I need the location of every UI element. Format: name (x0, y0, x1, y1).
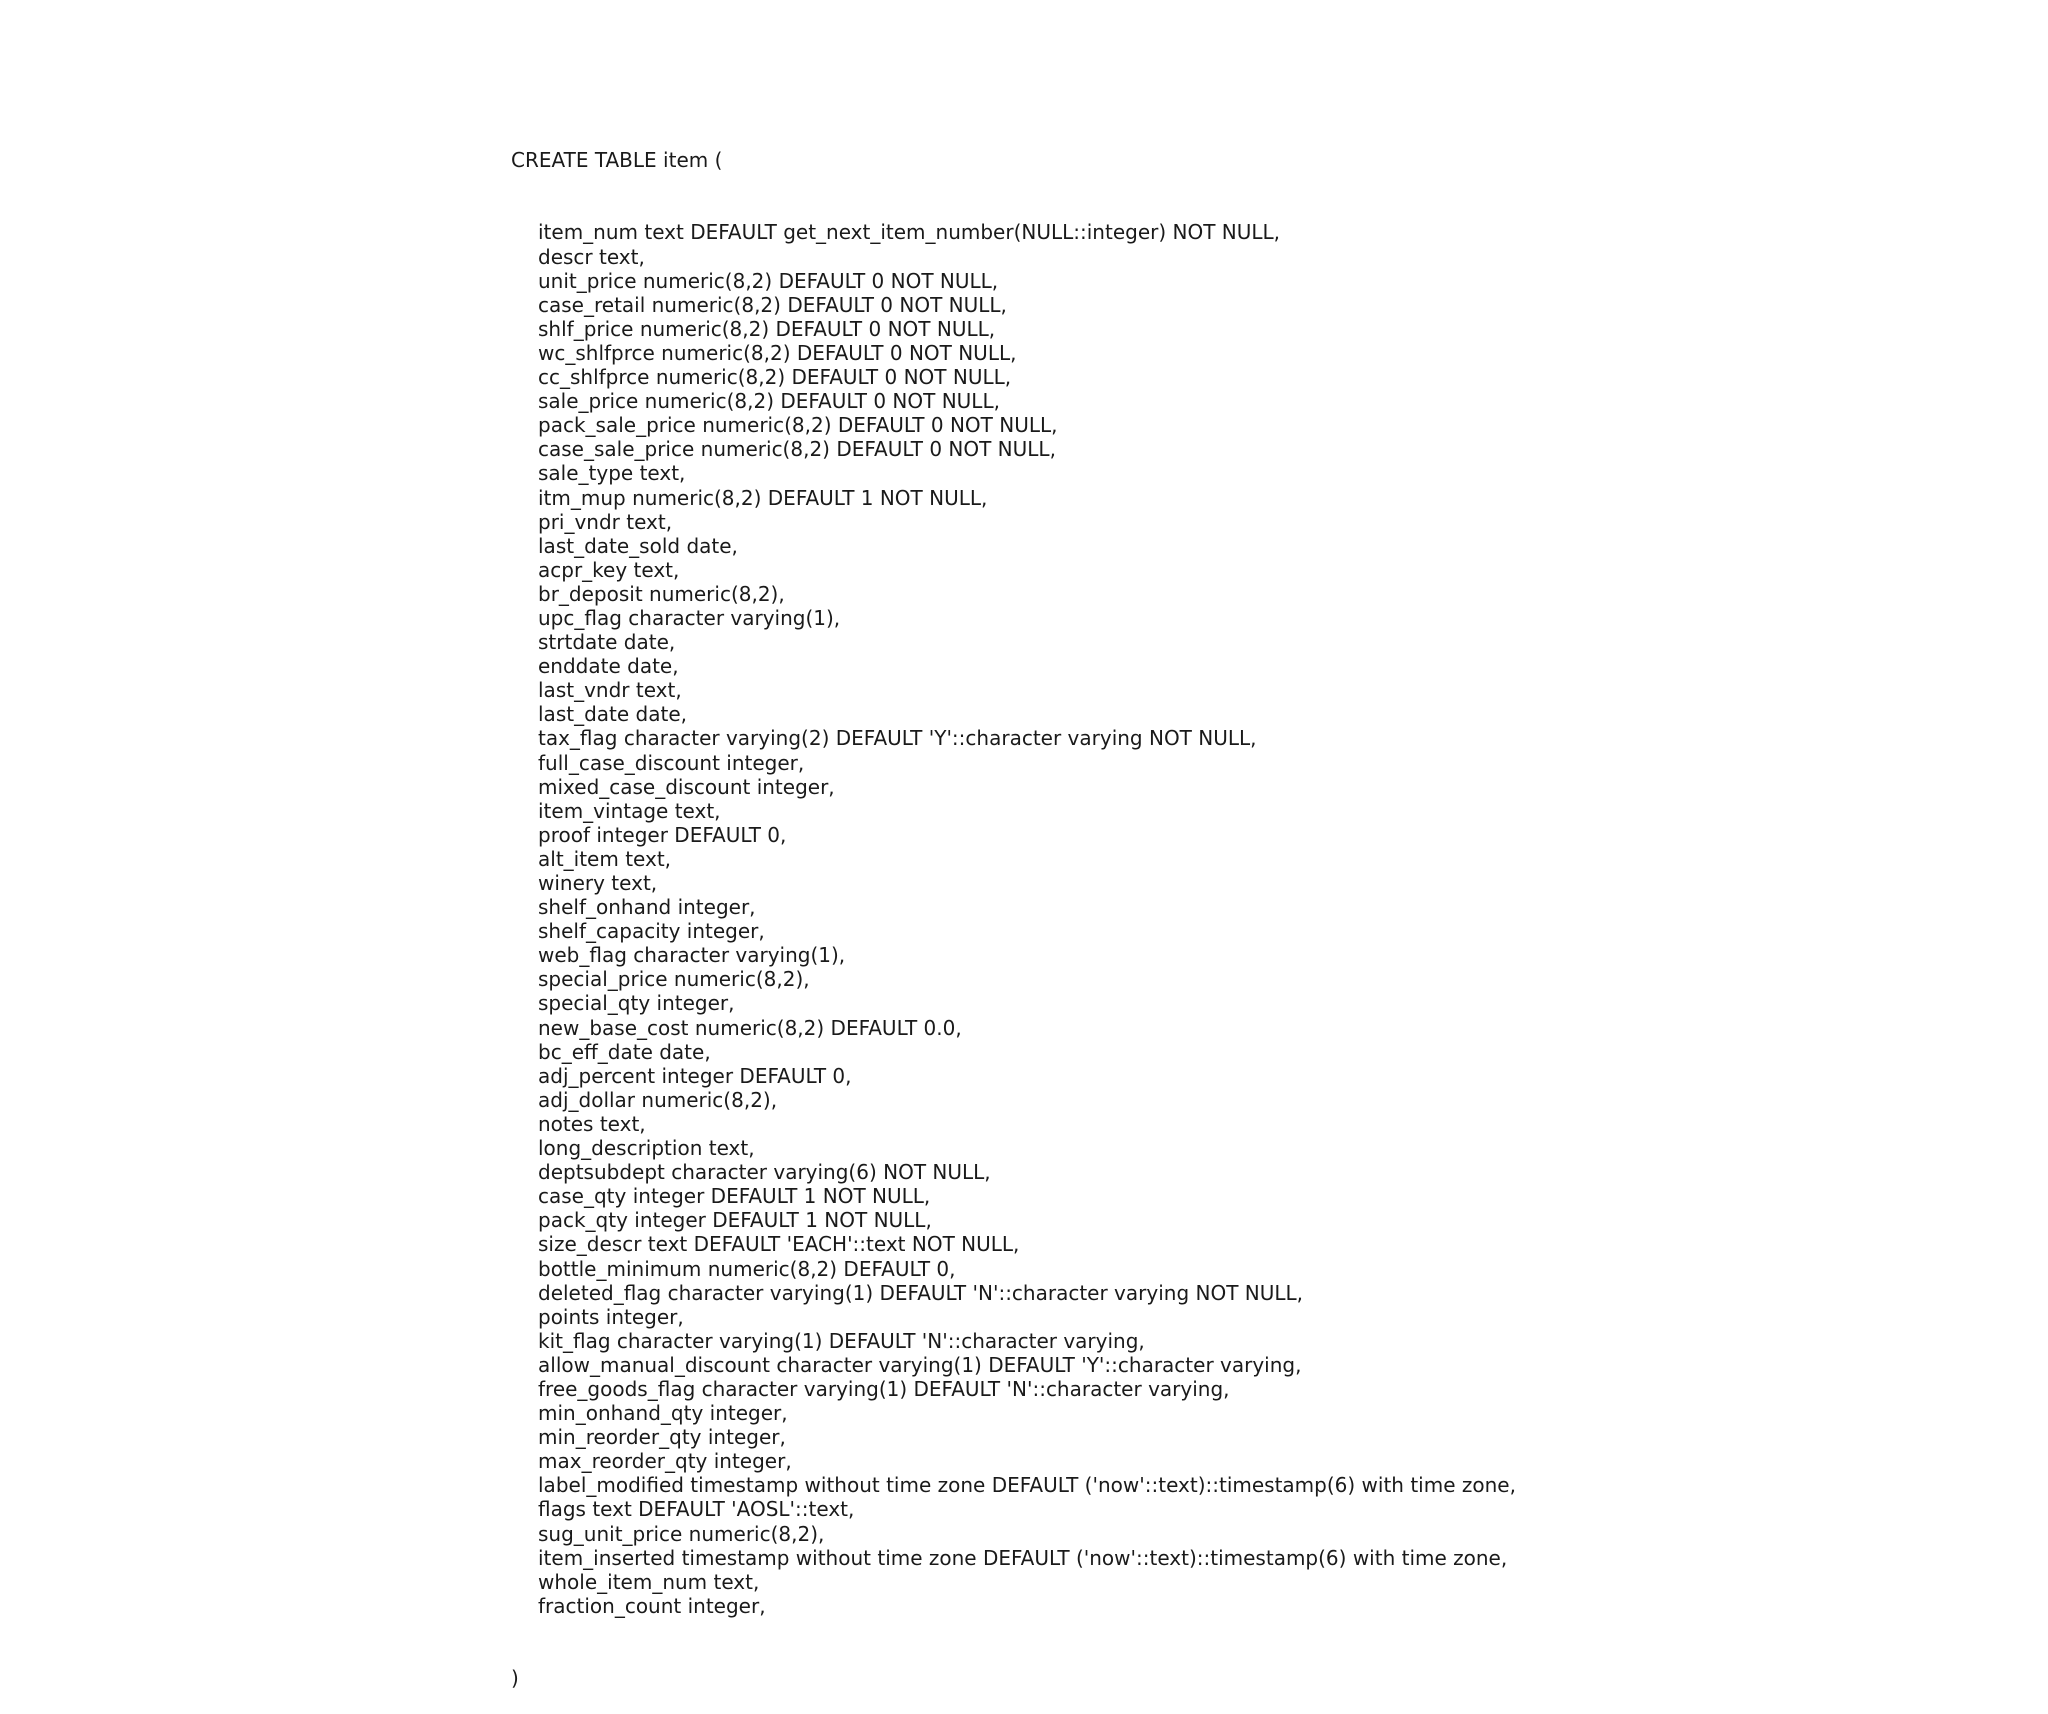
column-definition-line: last_date date, (538, 702, 687, 727)
column-definition-line: wc_shlfprce numeric(8,2) DEFAULT 0 NOT NULL, (538, 340, 1017, 365)
column-definition-line: sale_type text, (538, 461, 686, 486)
column-definition-line: pack_sale_price numeric(8,2) DEFAULT 0 NOT NULL, (538, 413, 1058, 438)
column-definitions (511, 220, 1516, 1617)
column-definition-line: new_base_cost numeric(8,2) DEFAULT 0.0, (538, 1015, 962, 1040)
column-definition-line: bc_eff_date date, (538, 1039, 711, 1064)
column-definition-line: deleted_flag character varying(1) DEFAULT 'N'::character varying NOT NULL, (538, 1280, 1304, 1305)
column-definition-line: cc_shlfprce numeric(8,2) DEFAULT 0 NOT NULL, (538, 365, 1012, 390)
column-definition-line: special_price numeric(8,2), (538, 967, 810, 992)
create-table-footer: ) (511, 1666, 519, 1691)
column-definition-line: flags text DEFAULT 'AOSL'::text, (538, 1497, 855, 1522)
column-definition-line: whole_item_num text, (538, 1569, 760, 1594)
column-definition-line: last_date_sold date, (538, 533, 738, 558)
column-definition-line: upc_flag character varying(1), (538, 605, 841, 630)
sql-create-table-document (511, 100, 1516, 1714)
column-definition-line: shlf_price numeric(8,2) DEFAULT 0 NOT NULL, (538, 316, 996, 341)
column-definition-line: bottle_minimum numeric(8,2) DEFAULT 0, (538, 1256, 956, 1281)
column-definition-line: min_reorder_qty integer, (538, 1425, 786, 1450)
column-definition-line: enddate date, (538, 654, 679, 679)
column-definition-line: acpr_key text, (538, 557, 680, 582)
column-definition-line: item_num text DEFAULT get_next_item_number(NULL::integer) NOT NULL, (538, 220, 1281, 245)
column-definition-line: label_modified timestamp without time zone DEFAULT ('now'::text)::timestamp(6) with time zone, (538, 1473, 1516, 1498)
column-definition-line: shelf_capacity integer, (538, 919, 765, 944)
column-definition-line: adj_percent integer DEFAULT 0, (538, 1063, 852, 1088)
column-definition-line: mixed_case_discount integer, (538, 774, 835, 799)
column-definition-line: adj_dollar numeric(8,2), (538, 1087, 778, 1112)
column-definition-line: size_descr text DEFAULT 'EACH'::text NOT NULL, (538, 1232, 1020, 1257)
column-definition-line: strtdate date, (538, 630, 676, 655)
column-definition-line: case_sale_price numeric(8,2) DEFAULT 0 NOT NULL, (538, 437, 1056, 462)
column-definition-line: itm_mup numeric(8,2) DEFAULT 1 NOT NULL, (538, 485, 988, 510)
column-definition-line: notes text, (538, 1111, 646, 1136)
column-definition-line: full_case_discount integer, (538, 750, 805, 775)
column-definition-line: br_deposit numeric(8,2), (538, 581, 785, 606)
column-definition-line: alt_item text, (538, 846, 672, 871)
column-definition-line: max_reorder_qty integer, (538, 1449, 792, 1474)
column-definition-line: kit_flag character varying(1) DEFAULT 'N'::character varying, (538, 1328, 1145, 1353)
column-definition-line: case_retail numeric(8,2) DEFAULT 0 NOT NULL, (538, 292, 1007, 317)
column-definition-line: descr text, (538, 244, 645, 269)
column-definition-line: item_inserted timestamp without time zone DEFAULT ('now'::text)::timestamp(6) with time zone, (538, 1545, 1508, 1570)
column-definition-line: tax_flag character varying(2) DEFAULT 'Y'::character varying NOT NULL, (538, 726, 1257, 751)
column-definition-line: shelf_onhand integer, (538, 895, 756, 920)
column-definition-line: proof integer DEFAULT 0, (538, 822, 787, 847)
column-definition-line: points integer, (538, 1304, 684, 1329)
column-definition-line: sug_unit_price numeric(8,2), (538, 1521, 825, 1546)
create-table-header: CREATE TABLE item ( (511, 148, 723, 173)
column-definition-line: last_vndr text, (538, 678, 682, 703)
column-definition-line: deptsubdept character varying(6) NOT NULL, (538, 1160, 991, 1185)
column-definition-line: unit_price numeric(8,2) DEFAULT 0 NOT NULL, (538, 268, 999, 293)
column-definition-line: special_qty integer, (538, 991, 735, 1016)
column-definition-line: item_vintage text, (538, 798, 721, 823)
column-definition-line: free_goods_flag character varying(1) DEFAULT 'N'::character varying, (538, 1376, 1230, 1401)
column-definition-line: web_flag character varying(1), (538, 943, 846, 968)
column-definition-line: pri_vndr text, (538, 509, 673, 534)
column-definition-line: sale_price numeric(8,2) DEFAULT 0 NOT NULL, (538, 389, 1000, 414)
column-definition-line: allow_manual_discount character varying(1) DEFAULT 'Y'::character varying, (538, 1352, 1302, 1377)
column-definition-line: pack_qty integer DEFAULT 1 NOT NULL, (538, 1208, 932, 1233)
column-definition-line: fraction_count integer, (538, 1593, 766, 1618)
column-definition-line: long_description text, (538, 1136, 755, 1161)
column-definition-line: winery text, (538, 871, 658, 895)
column-definition-line: min_onhand_qty integer, (538, 1401, 788, 1426)
column-definition-line: case_qty integer DEFAULT 1 NOT NULL, (538, 1184, 931, 1209)
